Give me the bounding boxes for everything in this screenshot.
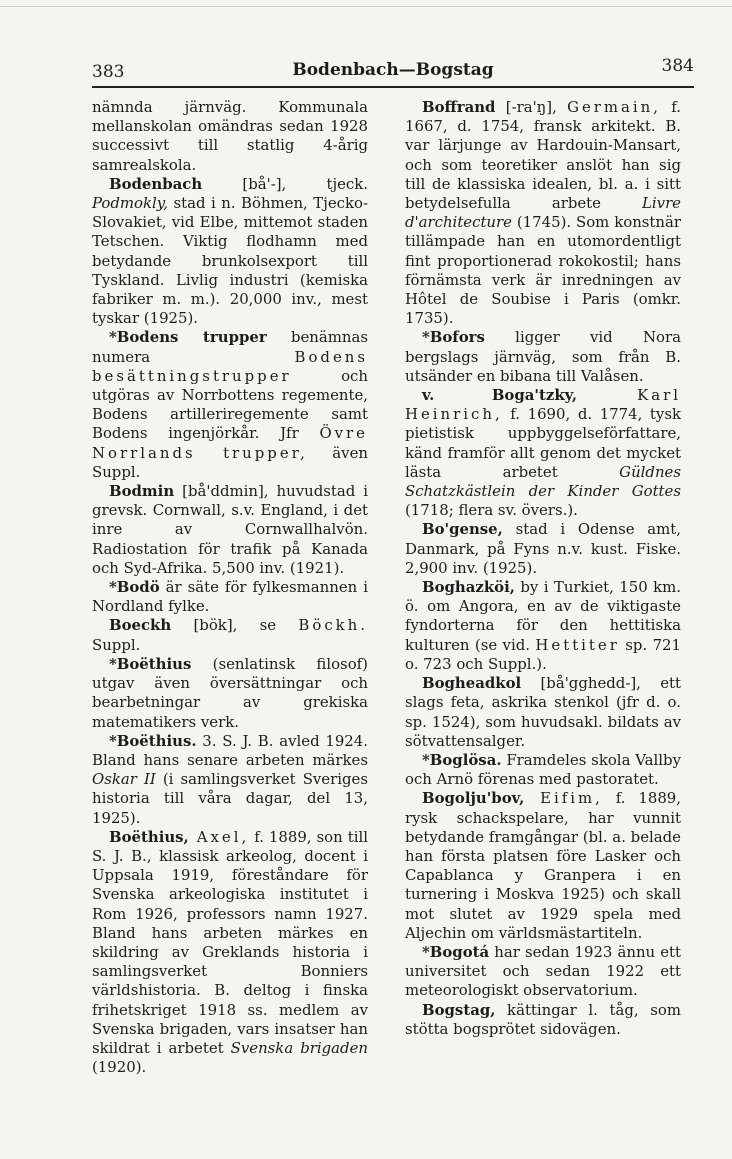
entry-italic: Livre d'architecture xyxy=(405,194,681,232)
entry-text: 3. S. J. B. avled 1924. Bland hans senare arbeten märkes xyxy=(92,731,368,769)
entry-bogoljubov xyxy=(405,789,681,943)
entry-headword: Bogolju'bov, xyxy=(422,789,525,808)
entry-text: f. 1889, rysk schackspelare, har vunnit betydande framgångar (bl. a. belade han första platsen före Lasker och Capablanca y Granpera i en turnering i Moskva 1925) och skall mot slutet av 1929 spela med Aljechin om världsmästartiteln. xyxy=(405,789,681,942)
entry-boghazkoi xyxy=(405,578,681,674)
entry-text: (1745). Som konstnär tillämpade han en utomordentligt fint proportionerad rokokostil; hans förnämsta verk är inredningen av Hôtel de Soubise i Paris (omkr. 1735). xyxy=(405,213,681,328)
entry-italic: Podmokly, xyxy=(92,194,168,213)
entry-spaced: Bodens besättningstrupper xyxy=(92,347,368,385)
entry-italic: Svenska brigaden xyxy=(230,1038,368,1057)
entry-bodmin xyxy=(92,482,368,578)
header-rule xyxy=(92,86,694,88)
entry-text: kättingar l. tåg, som stötta bogsprötet sidovägen. xyxy=(405,1000,681,1038)
entry-headword: *Bofors xyxy=(422,328,485,347)
page-number-left: 383 xyxy=(92,62,125,82)
entry-text: (1718; flera sv. övers.). xyxy=(405,501,578,520)
entry-text: [-ra'ŋ], xyxy=(495,98,568,116)
entry-text: Framdeles skola Vallby och Arnö förenas med pastoratet. xyxy=(405,750,681,789)
entry-spaced: Axel, xyxy=(188,827,250,846)
entry-boethius-2 xyxy=(92,732,368,828)
entry-text: benämnas numera xyxy=(92,328,368,366)
entry-text: har sedan 1923 ännu ett universitet och sedan 1922 ett meteorologiskt observatorium. xyxy=(405,942,681,1000)
entry-spaced: Hettiter xyxy=(535,635,620,654)
page-title: Bodenbach—Bogstag xyxy=(292,60,494,80)
entry-text: f. 1889, son till S. J. B., klassisk arkeolog, docent i Uppsala 1919, föreståndare för Svenska arkeologiska institutet i Rom 1926, professors namn 1927. Bland hans arbeten märkes en skildring av Greklands historia i samlingsverket Bonniers världshistoria. B. deltog i finska frihetskriget 1918 ss. medlem av Svenska brigaden, vars insatser han skildrat i arbetet xyxy=(92,827,368,1057)
entry-text: sp. 721 o. 723 och Suppl.). xyxy=(405,635,682,673)
entry-text: (i samlingsverket Sveriges historia till våra dagar, del 13, 1925). xyxy=(92,770,368,827)
left-column xyxy=(92,98,368,1077)
entry-text: (senlatinsk filosof) utgav även översättningar och bearbetningar av grekiska matematikers verk. xyxy=(92,654,368,731)
entry-headword: Boga'tzky, xyxy=(491,386,578,405)
entry-italic: Oskar II xyxy=(92,770,156,789)
entry-bofors xyxy=(405,328,681,386)
entry-text: [bå'ddmin], huvudstad i grevsk. Cornwall, s.v. England, i det inre av Cornwallhalvön. Radiostation för trafik på Kanada och Syd-Afrika. 5,500 inv. (1921). xyxy=(92,482,368,577)
right-column xyxy=(405,98,681,1039)
entry-spaced: Eifim, xyxy=(524,789,603,808)
entry-headword: Bogstag, xyxy=(422,1000,496,1019)
entry-text: är säte för fylkesmannen i Nordland fylke. xyxy=(92,578,368,616)
entry-bodens-trupper xyxy=(92,328,368,482)
entry-bogstag xyxy=(405,1001,681,1039)
entry-bogota xyxy=(405,943,681,1001)
entry-continuation xyxy=(92,98,368,175)
entry-text: och utgöras av Norrbottens regemente, Bodens artilleriregemente samt Bodens ingenjörkår. Jfr xyxy=(92,366,368,443)
entry-text: [bök], se xyxy=(171,616,299,635)
entry-bodenbach xyxy=(92,175,368,329)
entry-headword: *Bogotá xyxy=(422,942,490,961)
entry-headword: Boeckh xyxy=(109,616,172,635)
entry-spaced: Germain, xyxy=(567,98,662,116)
entry-boethius-axel xyxy=(92,828,368,1078)
entry-headword: *Boëthius xyxy=(109,654,192,673)
entry-headword: Boghazköi, xyxy=(422,578,515,597)
entry-headword: *Boëthius. xyxy=(109,731,197,750)
entry-spaced: Övre Norrlands trupper, xyxy=(92,424,368,462)
entry-italic: Güldnes Schatzkästlein der Kinder Gottes xyxy=(405,462,681,501)
entry-text: (1920). xyxy=(92,1058,147,1077)
scan-edge-line xyxy=(0,6,732,7)
entry-headword: Bogheadkol xyxy=(422,674,522,693)
entry-headword: Bodenbach xyxy=(109,174,203,193)
entry-text: nämnda järnväg. Kommunala mellanskolan omändras sedan 1928 successivt till statlig 4-årig samrealskola. xyxy=(92,98,368,174)
entry-bodo xyxy=(92,578,368,616)
entry-text: [bå'-], tjeck. xyxy=(202,174,368,193)
entry-headword: Boëthius, xyxy=(109,827,189,846)
entry-headword: Boffrand xyxy=(422,98,496,116)
entry-bogatzky xyxy=(405,386,681,520)
entry-headword: Bodmin xyxy=(109,482,175,501)
entry-prefix: v. xyxy=(422,386,492,405)
entry-text: ligger vid Nora bergslags järnväg, som från B. utsänder en bibana till Valåsen. xyxy=(405,328,681,385)
entry-boethius-1 xyxy=(92,655,368,732)
entry-text: f. 1667, d. 1754, fransk arkitekt. B. var lärjunge av Hardouin-Mansart, och som teoretiker anslöt han sig till de klassiska idealen, bl. a. i sitt betydelsefulla arbete xyxy=(405,98,681,213)
entry-headword: *Bodens trupper xyxy=(109,328,267,347)
entry-bogheadkol xyxy=(405,674,681,751)
entry-headword: *Bodö xyxy=(109,578,160,597)
page-number-right: 384 xyxy=(661,56,694,76)
entry-boffrand xyxy=(405,98,681,328)
entry-spaced: Karl Heinrich, xyxy=(405,386,681,424)
entry-text: Suppl. xyxy=(92,635,141,654)
entry-text: även Suppl. xyxy=(92,443,368,481)
entry-boglosa xyxy=(405,751,681,789)
entry-boeckh xyxy=(92,616,368,654)
entry-text: stad i n. Böhmen, Tjecko-Slovakiet, vid Elbe, mittemot staden Tetschen. Viktig flodhamn med betydande brunkolsexport till Tyskland. Livlig industri (kemiska fabriker m. m.). 20,000 inv., mest tyskar (1925). xyxy=(92,194,368,328)
entry-text: by i Turkiet, 150 km. ö. om Angora, en av de viktigaste fyndorterna för den hettitiska kulturen (se vid. xyxy=(405,578,681,654)
entry-headword: Bo'gense, xyxy=(422,520,503,539)
entry-text: [bå'gghedd-], ett slags feta, askrika stenkol (jfr d. o. sp. 1524), som huvudsakl. bildats av sötvattensalger. xyxy=(405,674,681,750)
entry-text: stad i Odense amt, Danmark, på Fyns n.v. kust. Fiske. 2,900 inv. (1925). xyxy=(405,520,681,577)
entry-headword: *Boglösa. xyxy=(422,750,502,769)
entry-bogense xyxy=(405,520,681,578)
entry-text: f. 1690, d. 1774, tysk pietistisk uppbyggelseförfattare, känd framför allt genom det mycket lästa arbetet xyxy=(405,405,681,481)
running-header xyxy=(92,56,694,86)
entry-spaced: Böckh. xyxy=(298,616,368,635)
